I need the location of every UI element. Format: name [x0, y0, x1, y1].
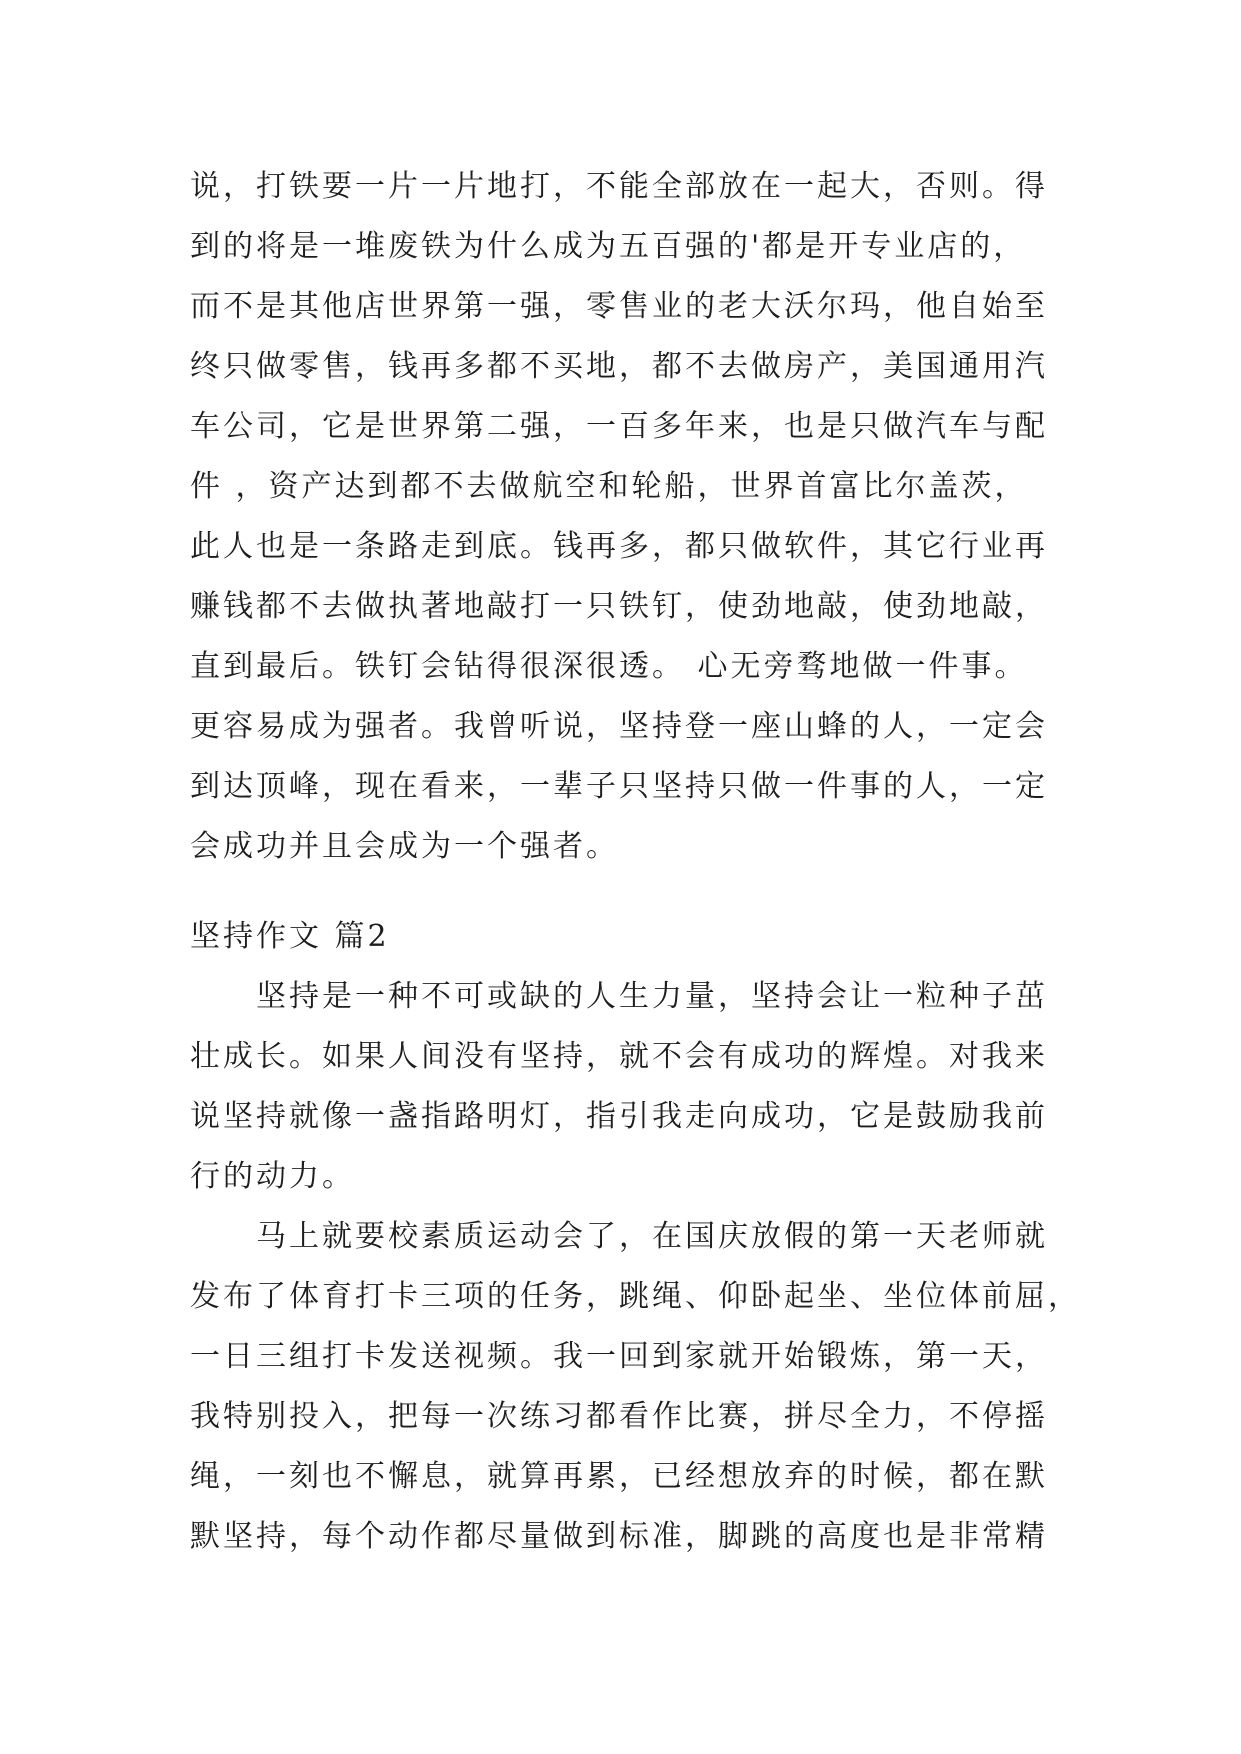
text-line: 说，打铁要一片一片地打，不能全部放在一起大，否则。得	[190, 169, 1048, 204]
text-line: 会成功并且会成为一个强者。	[190, 829, 619, 864]
text-line: 件 ，资产达到都不去做航空和轮船，世界首富比尔盖茨，	[190, 469, 1028, 504]
section-heading: 坚持作文 篇2	[190, 919, 390, 954]
text-line: 赚钱都不去做执著地敲打一只铁钉，使劲地敲，使劲地敲，	[190, 589, 1048, 624]
text-line: 坚持是一种不可或缺的人生力量，坚持会让一粒种子茁	[190, 979, 1048, 1014]
text-line: 终只做零售，钱再多都不买地，都不去做房产，美国通用汽	[190, 349, 1048, 384]
text-line: 我特别投入，把每一次练习都看作比赛，拼尽全力，不停摇	[190, 1399, 1048, 1434]
text-line: 到达顶峰，现在看来，一辈子只坚持只做一件事的人，一定	[190, 769, 1048, 804]
text-line: 行的动力。	[190, 1159, 355, 1194]
text-line: 马上就要校素质运动会了，在国庆放假的第一天老师就	[190, 1219, 1048, 1254]
essay-body	[190, 967, 1081, 1567]
text-line: 默坚持，每个动作都尽量做到标准，脚跳的高度也是非常精	[190, 1519, 1048, 1554]
text-line: 说坚持就像一盏指路明灯，指引我走向成功，它是鼓励我前	[190, 1099, 1048, 1134]
text-line: 一日三组打卡发送视频。我一回到家就开始锻炼，第一天，	[190, 1339, 1048, 1374]
text-line: 绳，一刻也不懈息，就算再累，已经想放弃的时候，都在默	[190, 1459, 1048, 1494]
text-line: 发布了体育打卡三项的任务，跳绳、仰卧起坐、坐位体前屈，	[190, 1279, 1081, 1314]
text-line: 直到最后。铁钉会钻得很深很透。 心无旁骛地做一件事。	[190, 649, 1028, 684]
continuation-paragraph	[190, 157, 1070, 877]
text-line: 而不是其他店世界第一强，零售业的老大沃尔玛，他自始至	[190, 289, 1048, 324]
text-line: 壮成长。如果人间没有坚持，就不会有成功的辉煌。对我来	[190, 1039, 1048, 1074]
text-line: 到的将是一堆废铁为什么成为五百强的'都是开专业店的，	[190, 229, 1027, 264]
text-line: 更容易成为强者。我曾听说，坚持登一座山蜂的人，一定会	[190, 709, 1048, 744]
text-line: 车公司，它是世界第二强，一百多年来，也是只做汽车与配	[190, 409, 1048, 444]
text-line: 此人也是一条路走到底。钱再多，都只做软件，其它行业再	[190, 529, 1048, 564]
